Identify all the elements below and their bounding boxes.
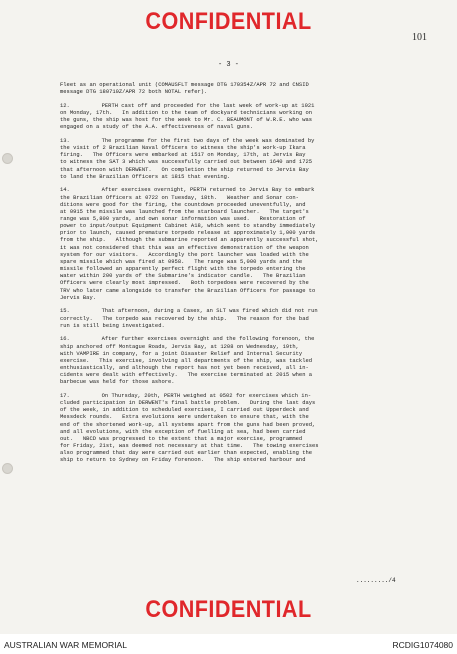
confidential-stamp-top: CONFIDENTIAL bbox=[145, 8, 312, 35]
paragraph-line: also programmed that day were carried out earlier than expected, enabling the bbox=[60, 449, 313, 457]
paragraph-line: it was not considered that this was an effective demonstration of the weapon bbox=[60, 243, 309, 251]
archive-name: AUSTRALIAN WAR MEMORIAL bbox=[4, 640, 127, 650]
archive-footer bbox=[0, 634, 457, 654]
paragraph bbox=[60, 335, 420, 385]
paragraph-line: that afternoon with DERWENT. On completion the ship returned to Jervis Bay bbox=[60, 165, 309, 173]
paragraph-line: water within 200 yards of the Submarine's indicator candle. The Brazilian bbox=[60, 272, 306, 280]
paragraph-line: from the ship. Although the submarine reported an apparently successful shot, bbox=[60, 236, 319, 244]
paragraph-line: Messdeck rounds. Extra evolutions were undertaken to ensure that, with the bbox=[60, 413, 309, 421]
paragraph-line: to witness the SAT 3 which was successfully carried out between 1640 and 1725 bbox=[60, 158, 313, 166]
paragraph-line: and all evolutions, with the exception of fuelling at sea, had been carried bbox=[60, 427, 306, 435]
paragraph-line: end of the shortened work-up, all systems apart from the guns had been proved, bbox=[60, 420, 316, 428]
paragraph bbox=[60, 186, 420, 301]
paragraph-line: On Thursday, 20th, PERTH weighed at 0502 for exercises which in- bbox=[101, 391, 312, 399]
paragraph-number: 16. bbox=[60, 335, 70, 343]
paragraph-line: for Friday, 21st, was deemed not necessary at that time. The towing exercises bbox=[60, 442, 319, 450]
paragraph-number: 13. bbox=[60, 136, 70, 144]
paragraph-line: system for our visitors. Accordingly the port launcher was loaded with the bbox=[60, 250, 309, 258]
paragraph-line: to land the Brazilian Officers at 1815 that evening. bbox=[60, 172, 231, 180]
paragraph bbox=[60, 102, 420, 131]
page-number: - 3 - bbox=[217, 61, 239, 69]
paragraph-line: Officers were clearly most impressed. Both torpedoes were recovered by the bbox=[60, 279, 309, 287]
paragraph bbox=[60, 307, 420, 328]
paragraph bbox=[60, 81, 420, 95]
paragraph-line: The programme for the first two days of the week was dominated by bbox=[101, 136, 315, 144]
paragraph-line: on Monday, 17th. In addition to the team of dockyard technicians working on bbox=[60, 108, 313, 116]
paragraph bbox=[60, 392, 420, 464]
paragraph-line: Jervis Bay. bbox=[60, 293, 97, 301]
paragraph-line: out. NBCD was progressed to the extent that a major exercise, programmed bbox=[60, 434, 303, 442]
paragraph-line: Fleet as an operational unit (COMAUSFLT message DTG 170354Z/APR 72 and CNSID bbox=[60, 81, 309, 88]
paragraph-line: with VAMPIRE in company, for a joint Disaster Relief and Internal Security bbox=[60, 349, 303, 357]
paragraph-line: run is still being investigated. bbox=[60, 321, 165, 329]
paragraph-line: ship anchored off Montague Roads, Jervis Bay, at 1208 on Wednesday, 19th, bbox=[60, 342, 299, 350]
paragraph-line: prior to launch, caused premature torpedo release at approximately 1,000 yards bbox=[60, 229, 316, 237]
paragraph-line: ship to return to Sydney on Friday forenoon. The ship entered harbour and bbox=[60, 456, 306, 464]
paragraph-line: After exercises overnight, PERTH returned to Jervis Bay to embark bbox=[101, 186, 315, 194]
paragraph-line: the visit of 2 Brazilian Naval Officers to witness the ship's work-up Ikara bbox=[60, 144, 306, 152]
archive-reference: RCDIG1074080 bbox=[392, 640, 453, 650]
paragraph-line: TRV who later came alongside to transfer the Brazilian Officers for passage to bbox=[60, 286, 316, 294]
paragraph-line: of the week, in addition to scheduled exercises, I carried out Upperdeck and bbox=[60, 406, 309, 414]
paragraph-line: That afternoon, during a Casex, an SLT was fired which did not run bbox=[101, 307, 318, 315]
continuation-marker: ........./4 bbox=[356, 577, 396, 584]
paragraph-line: exercise. This exercise, involving all departments of the ship, was tackled bbox=[60, 356, 313, 364]
paragraph-line: message DTG 180710Z/APR 72 both NOTAL refer). bbox=[60, 88, 208, 96]
paragraph-line: spare missile which was fired at 0958. The range was 5,000 yards and the bbox=[60, 257, 303, 265]
paragraph-line: cluded participation in DERWENT's final battle problem. During the last days bbox=[60, 399, 316, 407]
paragraph bbox=[60, 137, 420, 180]
paragraph-line: at 0915 the missile was launched from the starboard launcher. The target's bbox=[60, 207, 309, 215]
paragraph-line: power to input/output Equipment Cabinet A18, which went to standby immediately bbox=[60, 222, 316, 230]
paragraph-line: ditions were good for the firing, the countdown proceeded uneventfully, and bbox=[60, 200, 306, 208]
paragraph-line: PERTH cast off and proceeded for the last week of work-up at 1021 bbox=[101, 101, 315, 109]
paragraph-number: 12. bbox=[60, 101, 70, 109]
paragraph-line: enthusiastically, and although the report has not yet been received, all in- bbox=[60, 363, 309, 371]
paragraph-line: the Brazilian Officers at 0722 on Tuesday, 18th. Weather and Sonar con- bbox=[60, 193, 299, 201]
paragraph-number: 14. bbox=[60, 186, 70, 194]
paragraph-line: cidents were dealt with effectively. The exercise terminated at 2015 when a bbox=[60, 371, 313, 379]
punch-hole bbox=[2, 153, 13, 164]
punch-hole bbox=[2, 463, 13, 474]
paragraph-line: range was 5,800 yards, and own sonar information was used. Restoration of bbox=[60, 215, 306, 222]
handwritten-page-ref: 101 bbox=[412, 32, 427, 43]
paragraph-line: barbecue was held for those ashore. bbox=[60, 378, 175, 386]
paragraph-line: After further exercises overnight and the following forenoon, the bbox=[101, 335, 315, 343]
paragraph-line: missile followed an apparently perfect flight with the torpedo entering the bbox=[60, 265, 306, 273]
paragraph-number: 15. bbox=[60, 307, 70, 315]
paragraph-line: the guns, the ship was host for the week to Mr. C. BEAUMONT of W.R.E. who was bbox=[60, 116, 313, 124]
paragraph-line: correctly. The torpedo was recovered by the ship. The reason for the bad bbox=[60, 314, 309, 322]
paragraph-number: 17. bbox=[60, 391, 70, 399]
document-body bbox=[60, 81, 420, 470]
confidential-stamp-bottom: CONFIDENTIAL bbox=[145, 596, 312, 623]
paragraph-line: engaged on a study of the A.A. effectiveness of naval guns. bbox=[60, 123, 254, 131]
paragraph-line: firing. The Officers were embarked at 1517 on Monday, 17th, at Jervis Bay bbox=[60, 151, 306, 159]
